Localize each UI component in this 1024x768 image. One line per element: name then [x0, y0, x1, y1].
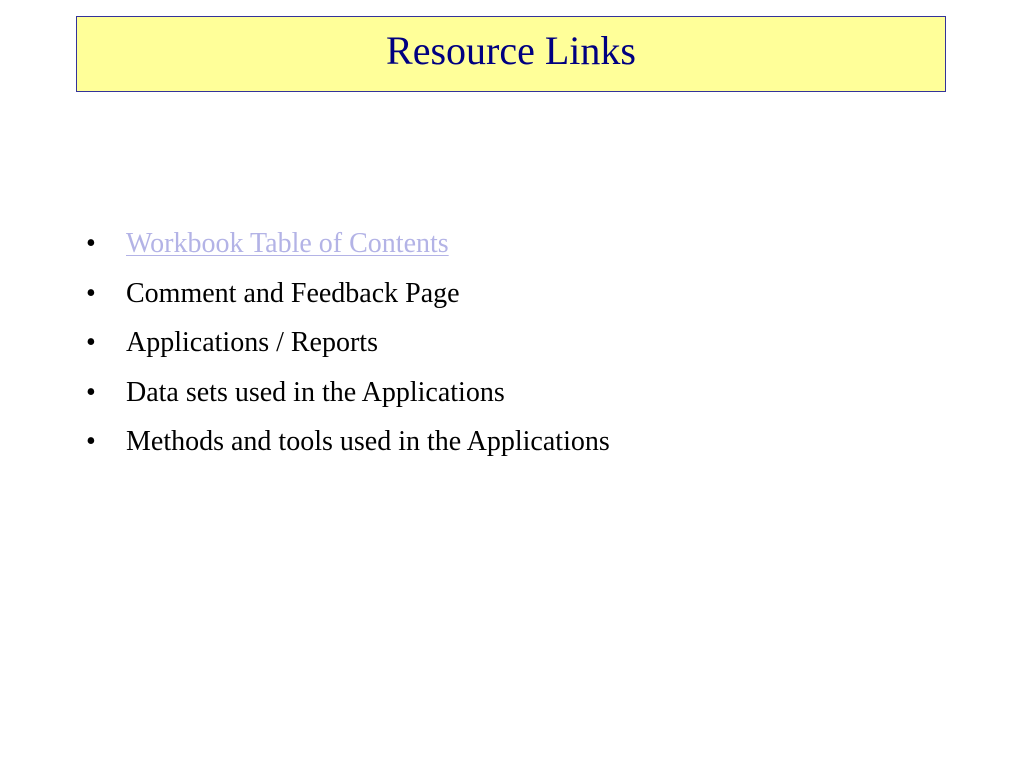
- workbook-toc-link[interactable]: Workbook Table of Contents: [126, 228, 449, 259]
- bullet-icon: •: [86, 228, 96, 259]
- bullet-icon: •: [86, 277, 96, 309]
- comment-feedback-item: Comment and Feedback Page: [126, 277, 460, 309]
- bullet-icon: •: [86, 376, 96, 408]
- title-banner: [76, 16, 946, 92]
- data-sets-item: Data sets used in the Applications: [126, 376, 505, 408]
- bullet-icon: •: [86, 426, 96, 457]
- resource-links-list: [86, 228, 610, 476]
- list-item: [86, 278, 610, 328]
- list-item: [86, 327, 610, 377]
- list-item: [86, 377, 610, 427]
- list-item: [86, 426, 610, 476]
- slide-title: Resource Links: [386, 28, 636, 73]
- bullet-icon: •: [86, 327, 96, 358]
- methods-tools-item: Methods and tools used in the Applications: [126, 426, 610, 457]
- applications-reports-item: Applications / Reports: [126, 327, 378, 358]
- list-item: [86, 228, 610, 278]
